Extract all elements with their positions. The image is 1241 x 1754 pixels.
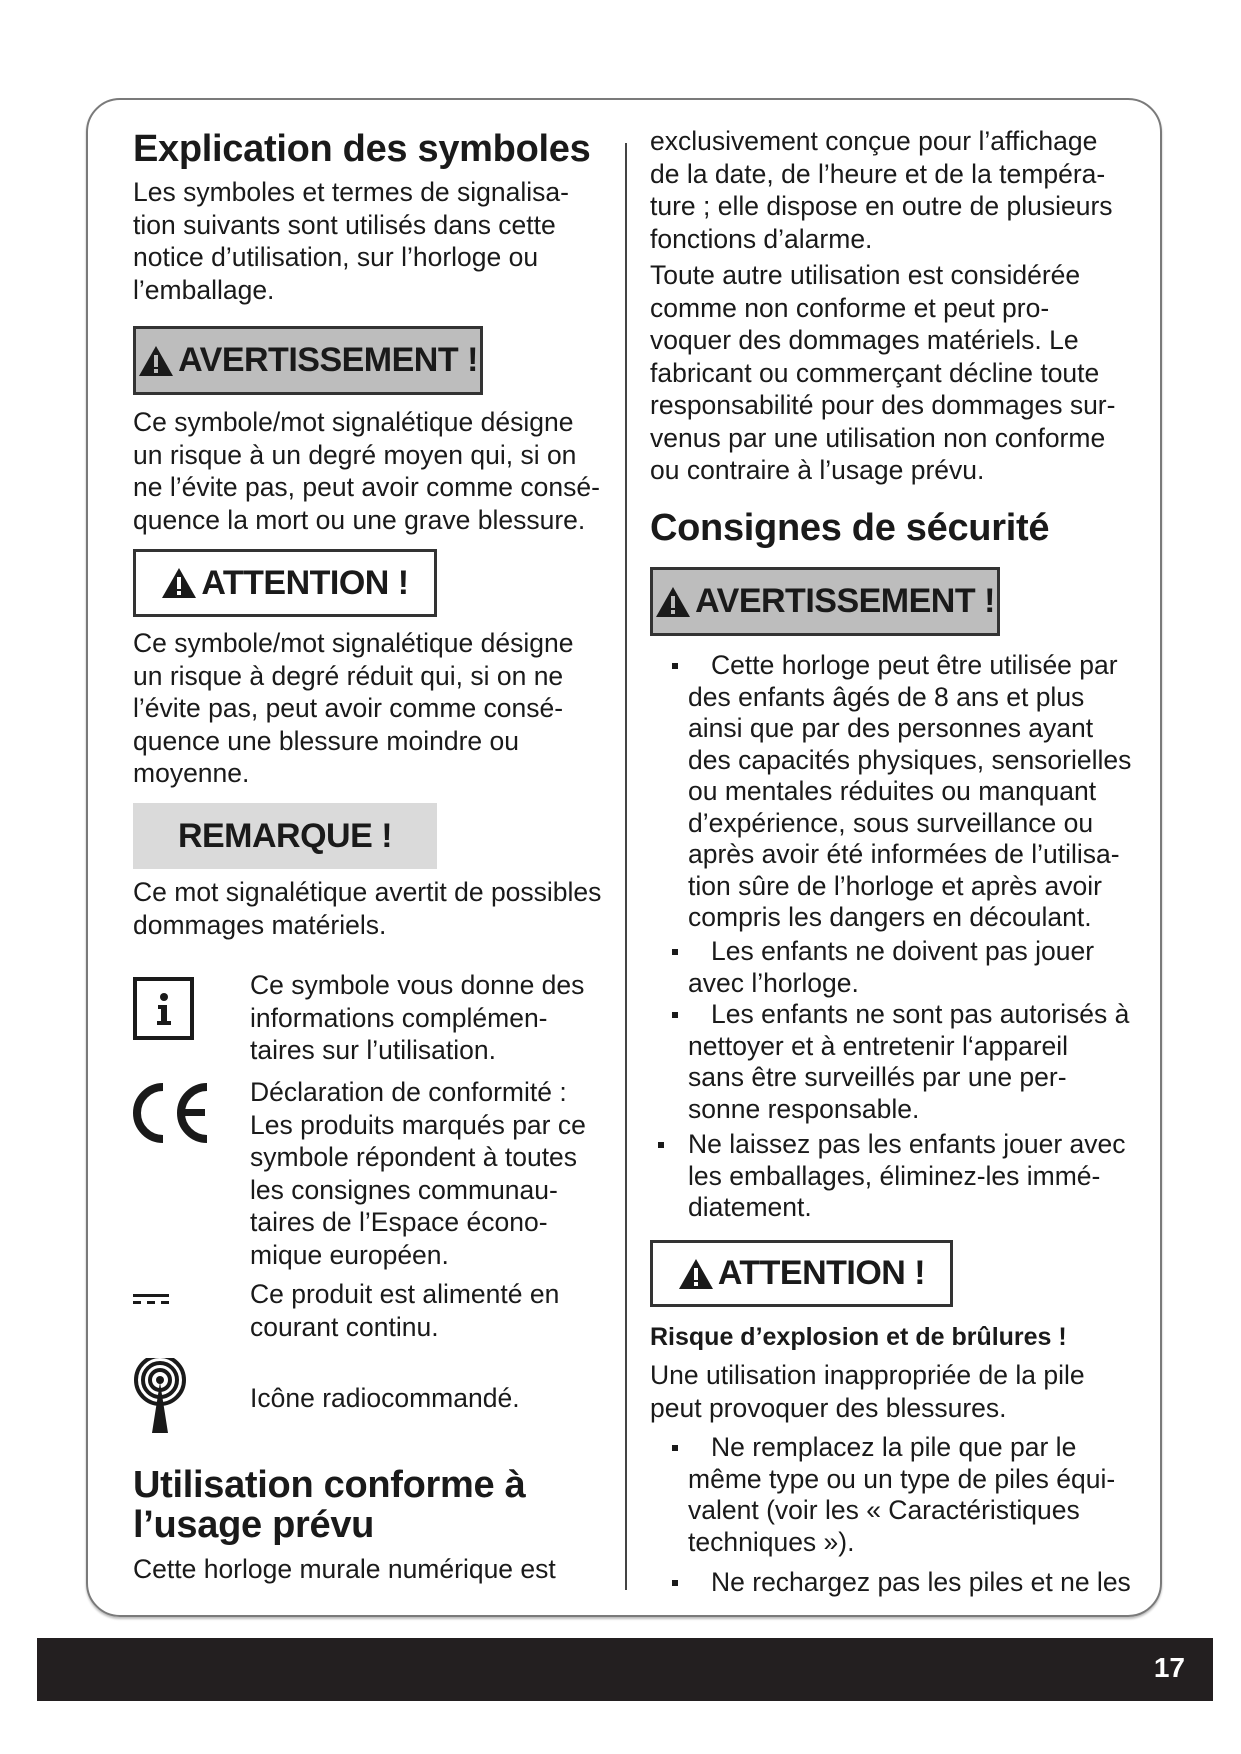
text-line: ne l’évite pas, peut avoir comme consé- xyxy=(133,472,600,502)
text-line: l’usage prévu xyxy=(133,1504,375,1546)
text-line: Ne remplacez la pile que par le xyxy=(711,1432,1077,1462)
attention-description xyxy=(133,627,573,790)
bullet-marker xyxy=(672,1580,678,1586)
text-line: après avoir été informées de l’utilisa- xyxy=(688,839,1120,869)
warning-triangle-icon xyxy=(655,586,691,618)
text-line: un risque à degré réduit qui, si on ne xyxy=(133,660,564,691)
text-line: symbole répondent à toutes xyxy=(250,1142,578,1172)
battery-bullet-1 xyxy=(688,1432,1115,1558)
text-line: Ce symbole vous donne des xyxy=(250,970,585,1000)
attention-label: ATTENTION ! xyxy=(201,563,409,602)
warning-triangle-icon xyxy=(678,1258,714,1290)
footer-bar xyxy=(37,1638,1213,1701)
text-line: venus par une utilisation non conforme xyxy=(650,422,1106,453)
column-divider xyxy=(625,143,627,1590)
text-line: Une utilisation inappropriée de la pile xyxy=(650,1360,1085,1390)
warning-label: AVERTISSEMENT ! xyxy=(178,341,478,379)
safety-bullet-1 xyxy=(688,650,1131,934)
text-line: Ce symbole/mot signalétique désigne xyxy=(133,407,574,437)
text-line: courant continu. xyxy=(250,1311,439,1342)
radio-antenna-icon xyxy=(133,1358,187,1439)
bullet-marker xyxy=(672,949,678,955)
safety-bullet-2 xyxy=(688,936,1094,999)
text-line: ainsi que par des personnes ayant xyxy=(688,713,1094,743)
text-line: dommages matériels. xyxy=(133,909,387,940)
battery-bullet-2 xyxy=(688,1567,1131,1599)
usage-other-paragraph xyxy=(650,259,1115,487)
text-line: Utilisation conforme à xyxy=(133,1464,526,1506)
text-line: Ce mot signalétique avertit de possibles xyxy=(133,877,602,907)
attention-label: ATTENTION ! xyxy=(717,1254,926,1292)
text-line: l’évite pas, peut avoir comme consé- xyxy=(133,693,564,723)
direct-current-icon xyxy=(133,1292,169,1311)
warning-signal-box xyxy=(133,326,483,395)
heading-safety: Consignes de sécurité xyxy=(650,507,1050,549)
warning-triangle-icon xyxy=(138,345,174,377)
text-line: peut provoquer des blessures. xyxy=(650,1392,1007,1423)
safety-bullet-4 xyxy=(688,1129,1125,1224)
safety-bullet-3 xyxy=(688,999,1129,1125)
notice-signal-box xyxy=(133,803,437,869)
bullet-marker xyxy=(672,1012,678,1018)
info-icon xyxy=(133,977,194,1040)
bullet-marker xyxy=(658,1142,664,1148)
text-line: nettoyer et à entretenir l‘appareil xyxy=(688,1030,1069,1061)
bullet-marker xyxy=(672,663,678,669)
safety-warning-box xyxy=(650,567,1000,636)
text-line: informations complémen- xyxy=(250,1002,548,1033)
text-line: mique européen. xyxy=(250,1239,449,1270)
risk-paragraph xyxy=(650,1359,1085,1424)
text-line: Ne rechargez pas les piles et ne les xyxy=(711,1567,1131,1597)
info-symbol-text xyxy=(250,969,584,1067)
text-line: taires sur l’utilisation. xyxy=(250,1035,496,1065)
text-line: Icône radiocommandé. xyxy=(250,1383,520,1413)
battery-attention-box xyxy=(650,1240,953,1307)
text-line: exclusivement conçue pour l’affichage xyxy=(650,126,1098,156)
text-line: sonne responsable. xyxy=(688,1093,920,1124)
text-line: notice d’utilisation, sur l’horloge ou xyxy=(133,242,539,272)
text-line: comme non conforme et peut pro- xyxy=(650,292,1050,323)
text-line: fonctions d’alarme. xyxy=(650,223,873,254)
text-line: Les symboles et termes de signalisa- xyxy=(133,177,569,207)
text-line: des capacités physiques, sensorielles xyxy=(688,744,1132,775)
text-line: tion sûre de l’horloge et après avoir xyxy=(688,870,1102,901)
heading-symbols: Explication des symboles xyxy=(133,128,591,170)
text-line: fabricant ou commerçant décline toute xyxy=(650,357,1100,388)
text-line: Les produits marqués par ce xyxy=(250,1109,586,1140)
risk-title: Risque d’explosion et de brûlures ! xyxy=(650,1323,1067,1351)
text-line: Les enfants ne sont pas autorisés à xyxy=(711,999,1130,1029)
text-line: Ne laissez pas les enfants jouer avec xyxy=(688,1129,1126,1159)
intro-paragraph xyxy=(133,176,569,306)
usage-paragraph xyxy=(133,1553,556,1586)
text-line: taires de l’Espace écono- xyxy=(250,1207,548,1237)
text-line: sans être surveillés par une per- xyxy=(688,1062,1067,1092)
heading-intended-use xyxy=(133,1465,525,1545)
text-line: Cette horloge murale numérique est xyxy=(133,1554,556,1584)
text-line: diatement. xyxy=(688,1192,812,1222)
ce-mark-icon xyxy=(133,1083,211,1148)
ce-symbol-text xyxy=(250,1076,586,1271)
text-line: moyenne. xyxy=(133,758,250,788)
warning-triangle-icon xyxy=(161,567,197,599)
text-line: les consignes communau- xyxy=(250,1174,558,1205)
text-line: compris les dangers en découlant. xyxy=(688,902,1092,932)
text-line: un risque à un degré moyen qui, si on xyxy=(133,439,577,470)
text-line: les emballages, éliminez-les immé- xyxy=(688,1160,1101,1191)
notice-description xyxy=(133,876,601,941)
text-line: l’emballage. xyxy=(133,274,275,305)
attention-signal-box xyxy=(133,549,437,617)
dc-symbol-text xyxy=(250,1278,559,1343)
page-number: 17 xyxy=(1153,1652,1185,1683)
text-line: d’expérience, sous surveillance ou xyxy=(688,807,1094,838)
warning-label: AVERTISSEMENT ! xyxy=(695,582,995,620)
text-line: ture ; elle dispose en outre de plusieurs xyxy=(650,191,1113,221)
text-line: responsabilité pour des dommages sur- xyxy=(650,390,1116,420)
text-line: de la date, de l’heure et de la tempéra- xyxy=(650,158,1106,189)
text-line: valent (voir les « Caractéristiques xyxy=(688,1495,1080,1525)
text-line: Toute autre utilisation est considérée xyxy=(650,260,1081,290)
text-line: même type ou un type de piles équi- xyxy=(688,1463,1116,1494)
text-line: avec l’horloge. xyxy=(688,967,859,998)
text-line: Les enfants ne doivent pas jouer xyxy=(711,936,1095,966)
text-line: Ce symbole/mot signalétique désigne xyxy=(133,628,574,658)
text-line: des enfants âgés de 8 ans et plus xyxy=(688,681,1085,712)
usage-continued xyxy=(650,125,1113,255)
text-line: Déclaration de conformité : xyxy=(250,1077,567,1107)
warning-description xyxy=(133,406,600,536)
text-line: quence une blessure moindre ou xyxy=(133,725,519,756)
text-line: techniques »). xyxy=(688,1526,855,1557)
text-line: Cette horloge peut être utilisée par xyxy=(711,650,1118,680)
radio-symbol-text xyxy=(250,1382,520,1415)
notice-label: REMARQUE ! xyxy=(177,816,393,855)
text-line: tion suivants sont utilisés dans cette xyxy=(133,209,556,240)
text-line: ou mentales réduites ou manquant xyxy=(688,776,1097,806)
text-line: voquer des dommages matériels. Le xyxy=(650,325,1079,355)
text-line: ou contraire à l’usage prévu. xyxy=(650,455,985,485)
text-line: quence la mort ou une grave blessure. xyxy=(133,504,586,535)
text-line: Ce produit est alimenté en xyxy=(250,1279,560,1309)
bullet-marker xyxy=(672,1445,678,1451)
